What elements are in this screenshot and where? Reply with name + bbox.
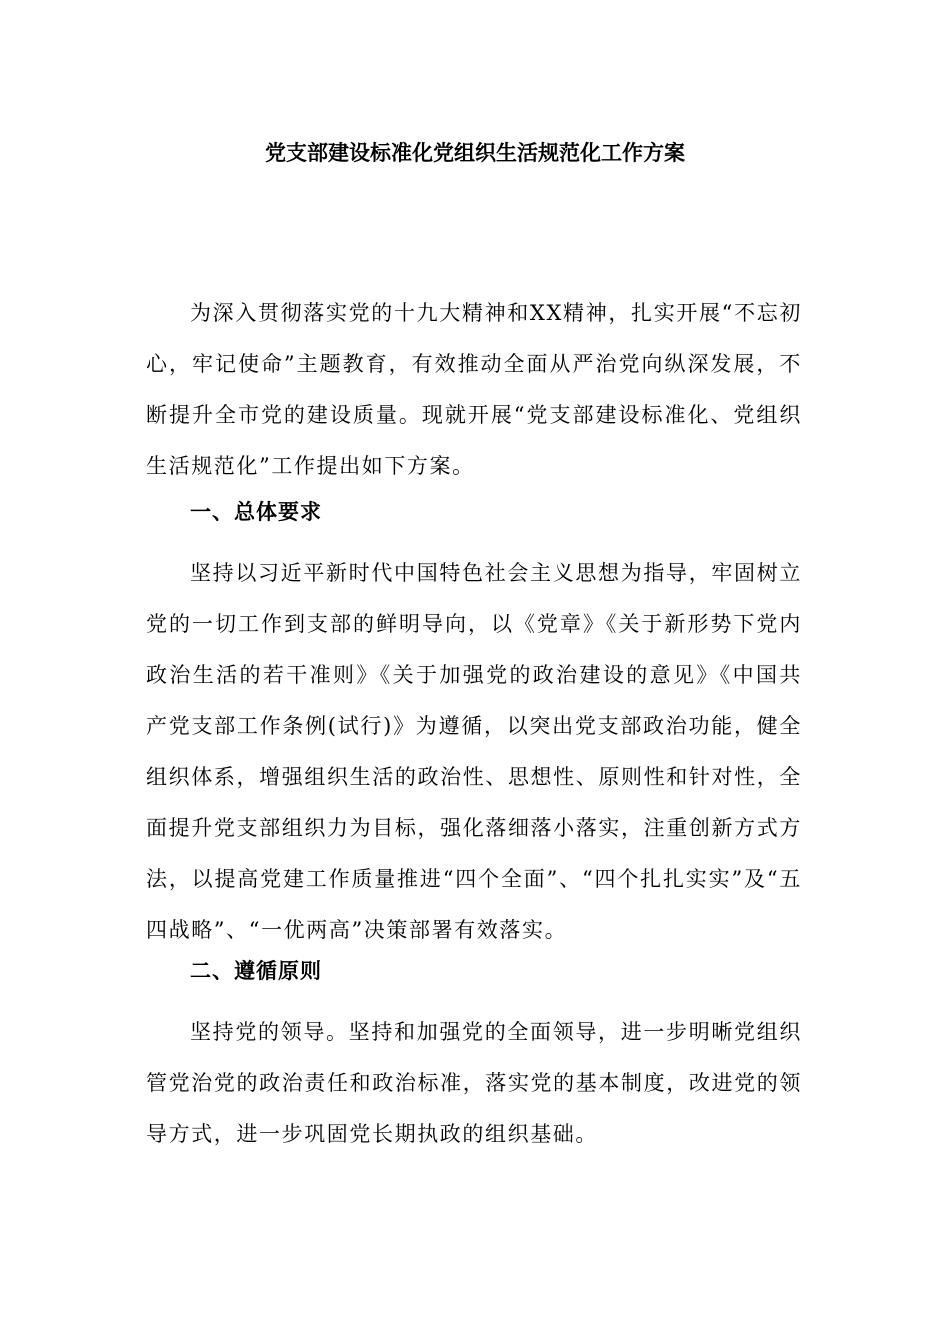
section-heading-general-requirements: 一、总体要求 [190, 500, 322, 524]
intro-paragraph: 为深入贯彻落实党的十九大精神和XX精神，扎实开展“不忘初心，牢记使命”主题教育，有效推动全面从严治党向纵深发展，不断提升全市党的建设质量。现就开展“党支部建设标准化、党组织生活规范化”工作提出如下方案。 [146, 301, 802, 478]
principles-paragraph: 坚持党的领导。坚持和加强党的全面领导，进一步明晰党组织管党治党的政治责任和政治标准，落实党的基本制度，改进党的领导方式，进一步巩固党长期执政的组织基础。 [146, 1020, 802, 1146]
section-heading-principles: 二、遵循原则 [190, 959, 322, 983]
document-title: 党支部建设标准化党组织生活规范化工作方案 [265, 141, 685, 165]
general-requirements-paragraph: 坚持以习近平新时代中国特色社会主义思想为指导，牢固树立党的一切工作到支部的鲜明导向，以《党章》《关于新形势下党内政治生活的若干准则》《关于加强党的政治建设的意见》《中国共产党支部工作条例(试行)》为遵循，以突出党支部政治功能，健全组织体系，增强组织生活的政治性、思想性、原则性和针对性，全面提升党支部组织力为目标，强化落细落小落实，注重创新方式方法，以提高党建工作质量推进“四个全面”、“四个扎扎实实”及“五四战略”、“一优两高”决策部署有效落实。 [146, 561, 802, 942]
